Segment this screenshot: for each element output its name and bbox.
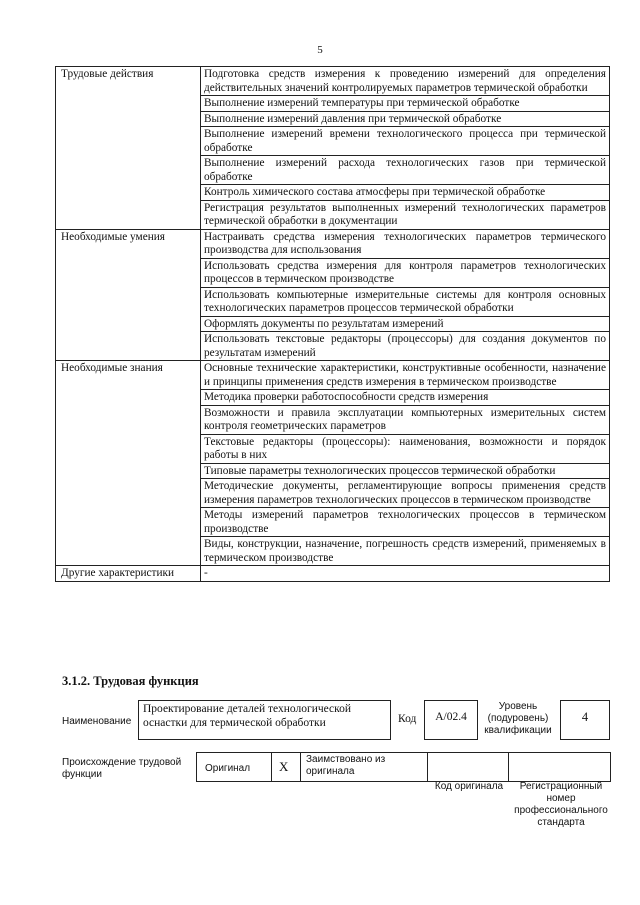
row-item: Виды, конструкции, назначение, погрешность средств измерений, применяемых в термическом производстве bbox=[201, 537, 610, 566]
row-item: Методика проверки работоспособности средств измерения bbox=[201, 390, 610, 406]
reg-number-caption: Регистрационный номер профессионального стандарта bbox=[514, 781, 608, 828]
row-label: Трудовые действия bbox=[56, 67, 201, 230]
original-mark: X bbox=[279, 759, 289, 774]
row-item: Выполнение измерений времени технологического процесса при термической обработке bbox=[201, 127, 610, 156]
code-original-caption: Код оригинала bbox=[434, 781, 504, 792]
origin-divider-1 bbox=[196, 752, 197, 782]
row-label: Другие характеристики bbox=[56, 566, 201, 582]
code-value: А/02.4 bbox=[435, 711, 467, 723]
table-row bbox=[56, 229, 610, 258]
labor-function-table bbox=[55, 66, 610, 582]
row-item: Основные технические характеристики, конструктивные особенности, назначение и принципы применения средств измерения в термическом производстве bbox=[201, 361, 610, 390]
row-item: Текстовые редакторы (процессоры): наименования, возможности и порядок работы в них bbox=[201, 434, 610, 463]
origin-divider-3 bbox=[300, 752, 301, 782]
name-value: Проектирование деталей технологической оснастки для термической обработки bbox=[143, 703, 352, 729]
name-label: Наименование bbox=[62, 716, 132, 727]
original-label: Оригинал bbox=[205, 763, 251, 774]
table-row bbox=[56, 67, 610, 96]
row-item: Регистрация результатов выполненных измерений технологических параметров термической обработки в документации bbox=[201, 200, 610, 229]
row-item: Подготовка средств измерения к проведению измерений для определения действительных значений контролируемых параметров термической обработки bbox=[201, 67, 610, 96]
row-item: Типовые параметры технологических процессов термической обработки bbox=[201, 463, 610, 479]
row-item: Контроль химического состава атмосферы при термической обработке bbox=[201, 185, 610, 201]
table-row bbox=[56, 566, 610, 582]
row-item: Выполнение измерений температуры при термической обработке bbox=[201, 96, 610, 112]
origin-label: Происхождение трудовой функции bbox=[62, 757, 182, 780]
origin-top-line bbox=[196, 752, 610, 753]
row-item: Методические документы, регламентирующие вопросы применения средств измерения параметров технологических процессов в термическом производстве bbox=[201, 479, 610, 508]
page-number: 5 bbox=[317, 44, 323, 56]
borrowed-label: Заимствовано из оригинала bbox=[306, 754, 386, 777]
section-heading: 3.1.2. Трудовая функция bbox=[62, 674, 199, 688]
row-item: Оформлять документы по результатам измерений bbox=[201, 316, 610, 332]
row-item: Использовать средства измерения для контроля параметров технологических процессов в термическом производстве bbox=[201, 258, 610, 287]
table-row bbox=[56, 361, 610, 390]
row-item: - bbox=[201, 566, 610, 582]
origin-divider-5 bbox=[508, 752, 509, 782]
row-item: Выполнение измерений расхода технологических газов при термической обработке bbox=[201, 156, 610, 185]
row-label: Необходимые знания bbox=[56, 361, 201, 566]
origin-divider-2 bbox=[271, 752, 272, 782]
row-item: Методы измерений параметров технологических процессов в термическом производстве bbox=[201, 508, 610, 537]
row-label: Необходимые умения bbox=[56, 229, 201, 361]
level-label: Уровень (подуровень) квалификации bbox=[484, 701, 552, 736]
row-item: Использовать текстовые редакторы (процессоры) для создания документов по результатам измерений bbox=[201, 332, 610, 361]
row-item: Использовать компьютерные измерительные системы для контроля основных технологических параметров процессов термической обработки bbox=[201, 287, 610, 316]
level-value: 4 bbox=[581, 710, 589, 724]
row-item: Выполнение измерений давления при термической обработке bbox=[201, 111, 610, 127]
origin-divider-4 bbox=[427, 752, 428, 782]
code-label: Код bbox=[398, 713, 417, 725]
row-item: Настраивать средства измерения технологических параметров термического производства для использования bbox=[201, 229, 610, 258]
row-item: Возможности и правила эксплуатации компьютерных измерительных систем контроля геометрических параметров bbox=[201, 405, 610, 434]
origin-divider-6 bbox=[610, 752, 611, 782]
